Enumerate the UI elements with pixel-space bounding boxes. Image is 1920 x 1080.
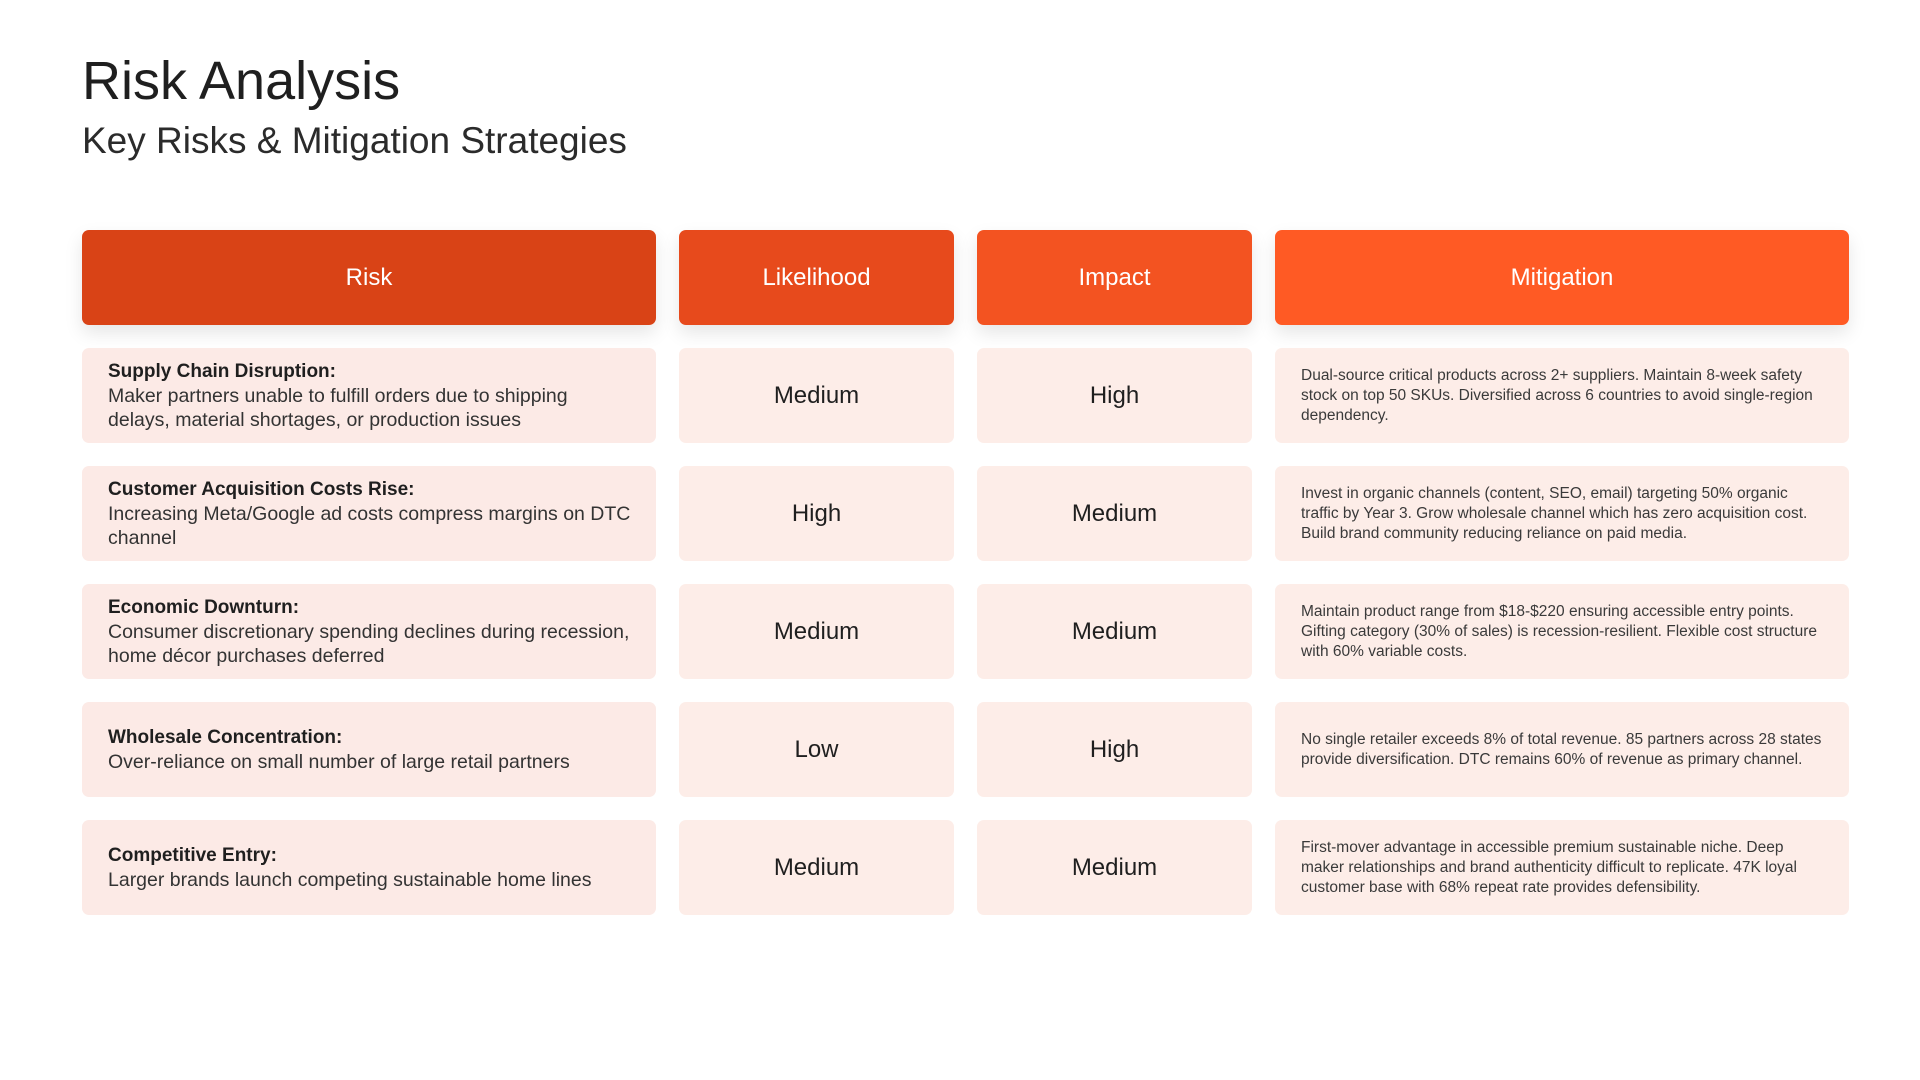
risk-description: Over-reliance on small number of large retail partners [108, 750, 570, 773]
impact-cell: Medium [977, 820, 1252, 915]
mitigation-cell: Invest in organic channels (content, SEO, email) targeting 50% organic traffic by Year 3. Grow wholesale channel which has zero acquisition cost. Build brand community reducing reliance on paid media. [1275, 466, 1849, 561]
mitigation-cell: Dual-source critical products across 2+ suppliers. Maintain 8-week safety stock on top 50 SKUs. Diversified across 6 countries to avoid single-region dependency. [1275, 348, 1849, 443]
risk-description: Larger brands launch competing sustainable home lines [108, 868, 592, 891]
impact-cell: Medium [977, 584, 1252, 679]
column-header-impact: Impact [977, 230, 1252, 325]
impact-cell: High [977, 702, 1252, 797]
page-title: Risk Analysis [82, 51, 401, 111]
risk-cell [82, 466, 656, 561]
mitigation-cell: First-mover advantage in accessible premium sustainable niche. Deep maker relationships and brand authenticity difficult to replicate. 47K loyal customer base with 68% repeat rate provides defensibility. [1275, 820, 1849, 915]
risk-title: Supply Chain Disruption: [108, 360, 336, 382]
risk-description: Maker partners unable to fulfill orders due to shipping delays, material shortages, or production issues [108, 384, 568, 431]
impact-cell: Medium [977, 466, 1252, 561]
risk-cell [82, 348, 656, 443]
column-header-mitigation: Mitigation [1275, 230, 1849, 325]
slide [82, 48, 1850, 896]
risk-description: Increasing Meta/Google ad costs compress margins on DTC channel [108, 502, 631, 549]
likelihood-cell: Medium [679, 584, 954, 679]
risk-title: Wholesale Concentration: [108, 726, 343, 748]
column-header-likelihood: Likelihood [679, 230, 954, 325]
likelihood-cell: High [679, 466, 954, 561]
risk-cell [82, 584, 656, 679]
risk-title: Customer Acquisition Costs Rise: [108, 478, 415, 500]
likelihood-cell: Low [679, 702, 954, 797]
likelihood-cell: Medium [679, 820, 954, 915]
risk-cell [82, 820, 656, 915]
impact-cell: High [977, 348, 1252, 443]
risk-title: Economic Downturn: [108, 596, 300, 618]
risk-cell [82, 702, 656, 797]
mitigation-cell: No single retailer exceeds 8% of total revenue. 85 partners across 28 states provide diversification. DTC remains 60% of revenue as primary channel. [1275, 702, 1849, 797]
risk-description: Consumer discretionary spending declines during recession, home décor purchases deferred [108, 620, 630, 667]
mitigation-cell: Maintain product range from $18-$220 ensuring accessible entry points. Gifting category (30% of sales) is recession-resilient. Flexible cost structure with 60% variable costs. [1275, 584, 1849, 679]
risk-title: Competitive Entry: [108, 844, 277, 866]
likelihood-cell: Medium [679, 348, 954, 443]
column-header-risk: Risk [82, 230, 656, 325]
page-subtitle: Key Risks & Mitigation Strategies [82, 120, 627, 161]
risk-table [82, 230, 1850, 915]
